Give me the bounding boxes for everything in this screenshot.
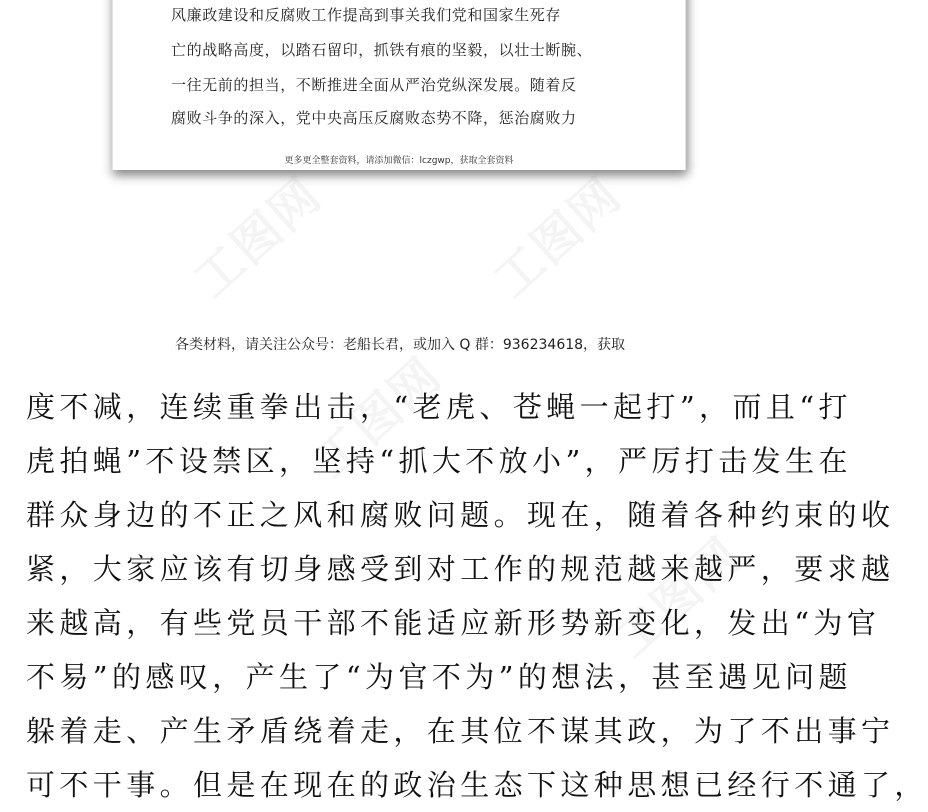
body-line: 紧，大家应该有切身感受到对工作的规范越来越严，要求越 <box>26 552 895 586</box>
body-line: 来越高，有些党员干部不能适应新形势新变化，发出“为官 <box>26 606 881 640</box>
preview-line: 风廉政建设和反腐败工作提高到事关我们党和国家生死存 <box>171 6 562 24</box>
body-line: 度不减，连续重拳出击，“老虎、苍蝇一起打”，而且“打 <box>26 390 852 424</box>
watermark: 工图网 <box>183 166 333 309</box>
document-page-preview <box>112 0 686 170</box>
watermark: 工图网 <box>603 526 753 669</box>
preview-footer-note: 更多更全整套资料，请添加微信：lczgwp，获取全套资料 <box>284 156 514 166</box>
body-line: 可不干事。但是在现在的政治生态下这种思想已经行不通了， <box>26 768 928 802</box>
preview-line: 亡的战略高度，以踏石留印，抓铁有痕的坚毅，以壮士断腕、 <box>171 41 593 59</box>
body-line: 不易”的感叹，产生了“为官不为”的想法，甚至遇见问题 <box>26 660 852 694</box>
body-line: 虎拍蝇”不设禁区，坚持“抓大不放小”，严厉打击发生在 <box>26 444 852 478</box>
body-paragraph <box>26 380 928 812</box>
body-line: 躲着走、产生矛盾绕着走，在其位不谋其政，为了不出事宁 <box>26 714 895 748</box>
preview-line: 一往无前的担当，不断推进全面从严治党纵深发展。随着反 <box>171 76 577 94</box>
watermark: 工图网 <box>303 346 453 489</box>
watermark: 工图网 <box>483 166 633 309</box>
preview-line: 腐败斗争的深入，党中央高压反腐败态势不降，惩治腐败力 <box>171 109 577 127</box>
notice-text: 各类材料，请关注公众号：老船长君，或加入 Q 群：936234618，获取 <box>174 337 626 353</box>
body-line: 群众身边的不正之风和腐败问题。现在，随着各种约束的收 <box>26 498 895 532</box>
